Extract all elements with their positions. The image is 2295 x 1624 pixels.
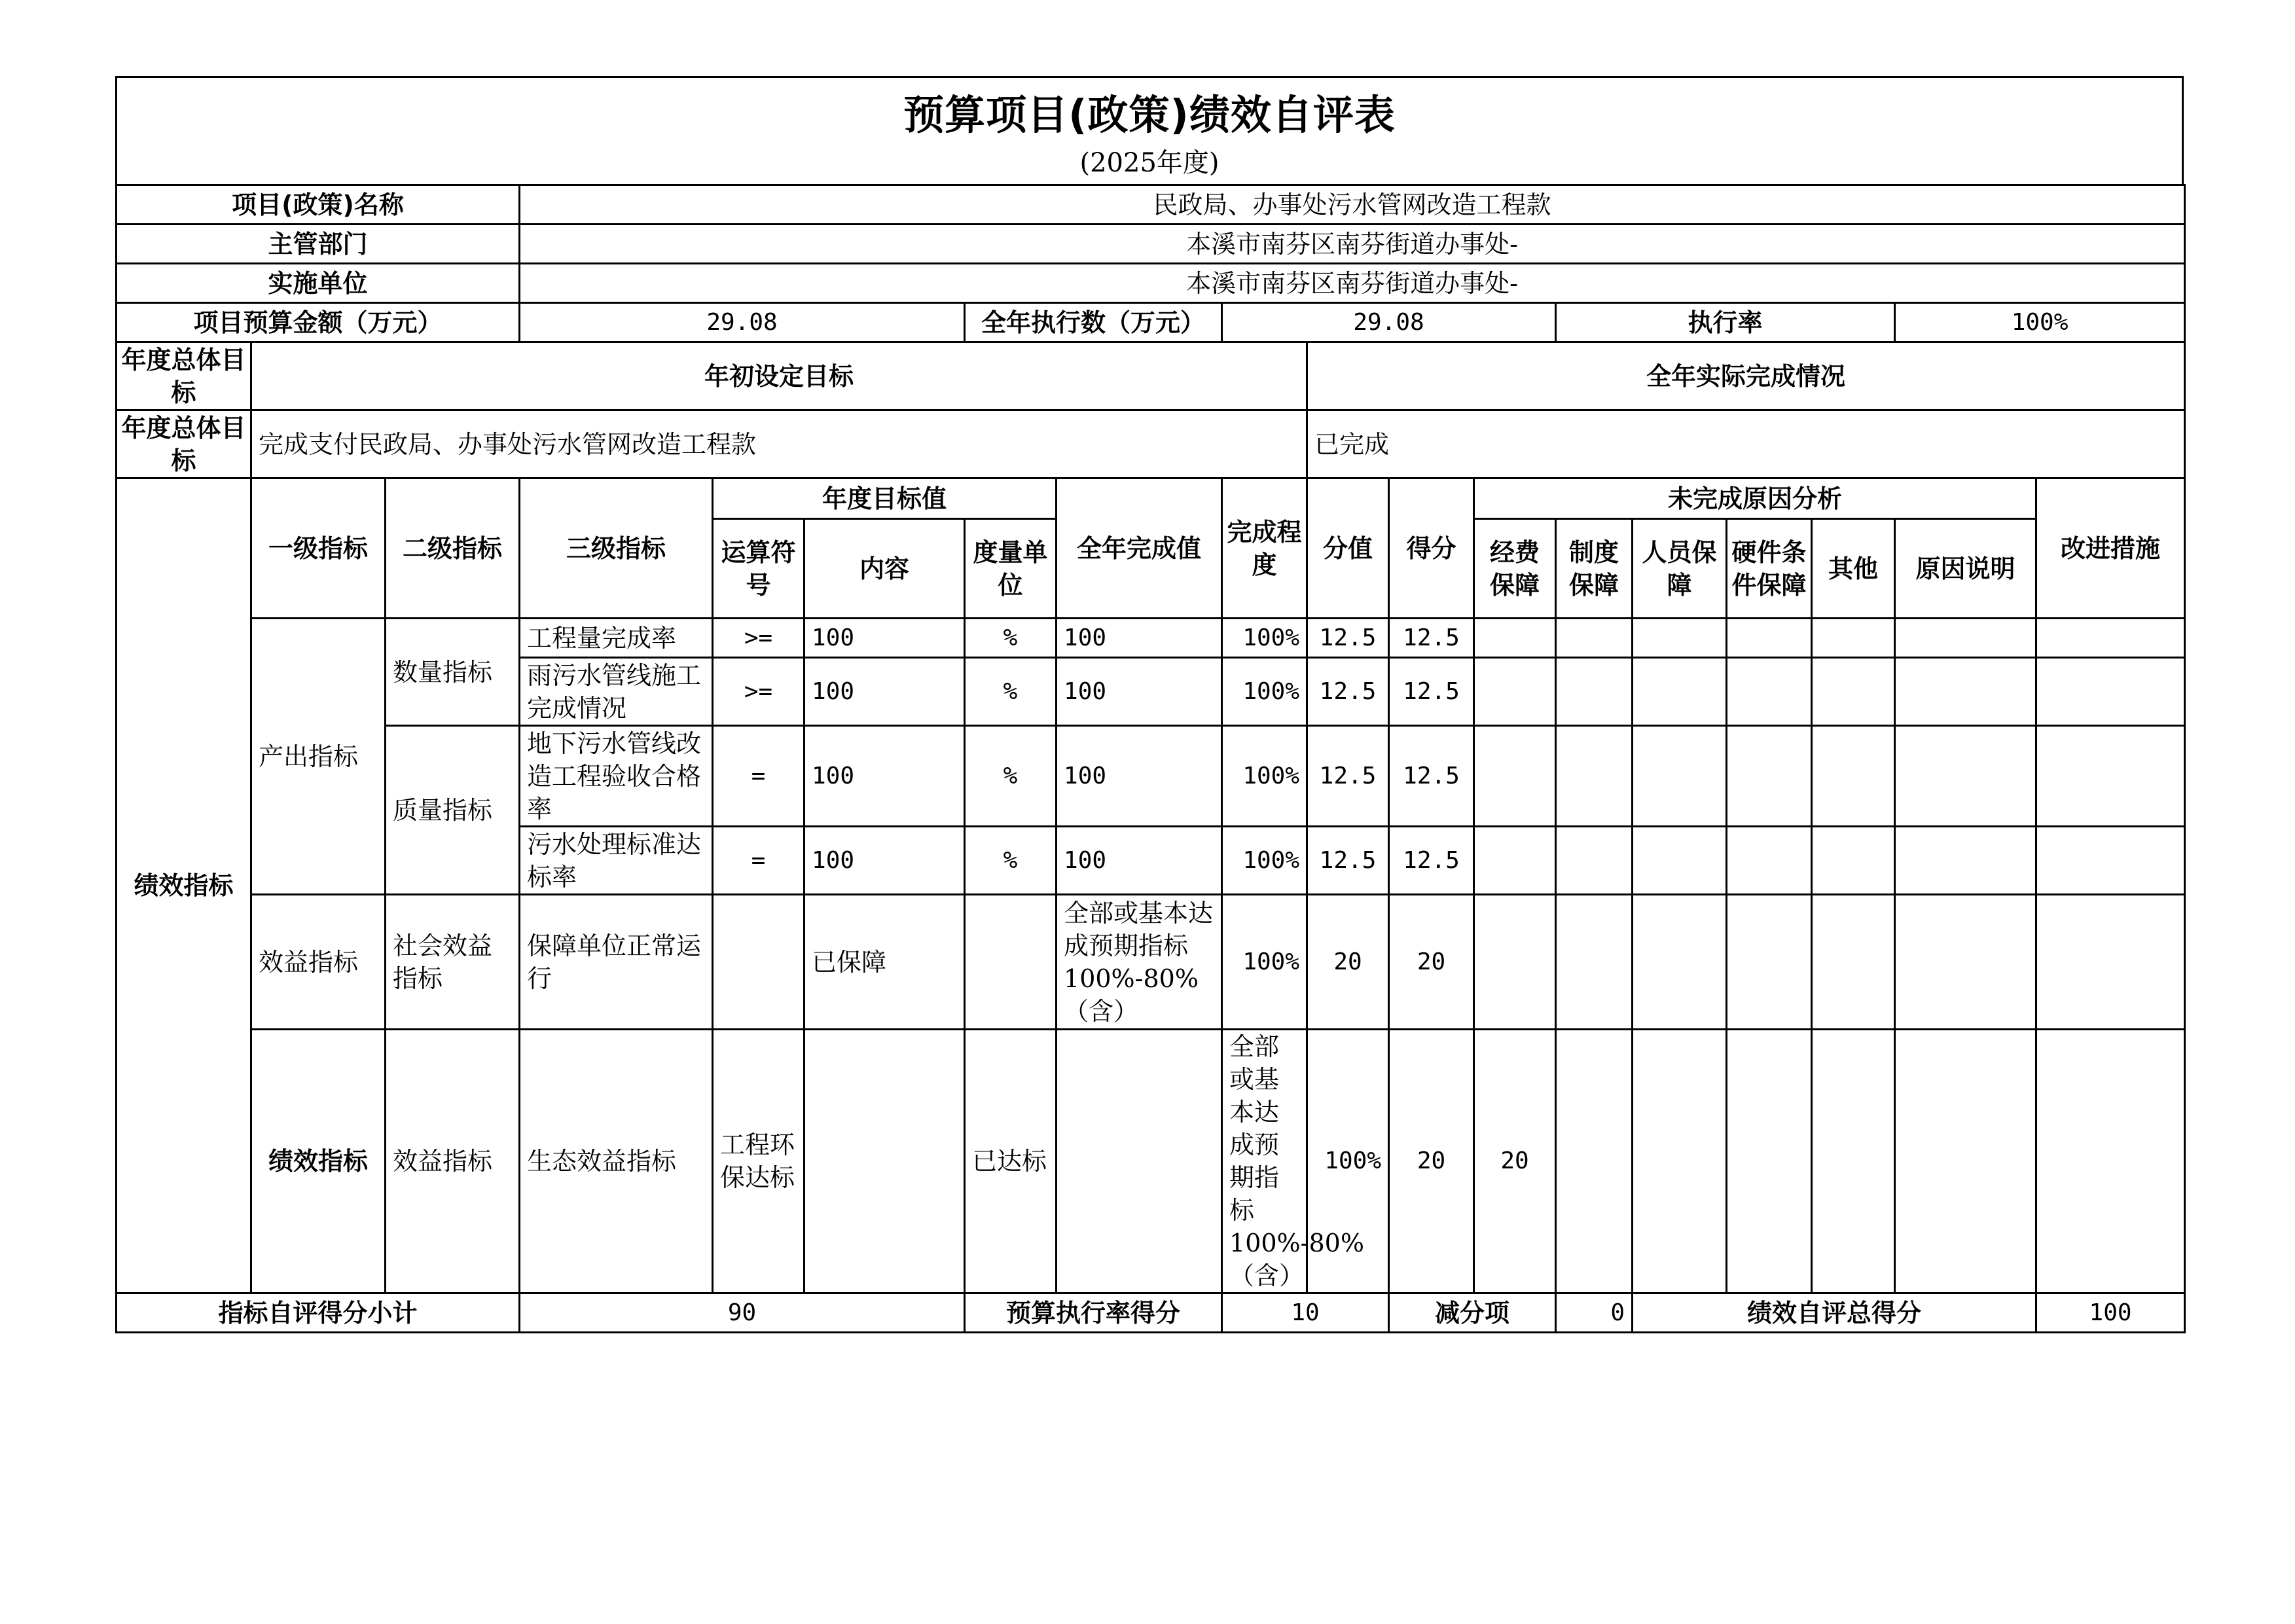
empty-cell	[1474, 827, 1556, 895]
level3-header: 三级指标	[520, 478, 713, 619]
empty-cell	[1812, 726, 1895, 827]
empty-cell	[1812, 895, 1895, 1030]
empty-cell	[1727, 726, 1812, 827]
annual-target-header: 年度目标值	[713, 478, 1057, 519]
empty-cell	[1633, 1030, 1727, 1293]
unit-cell	[965, 895, 1057, 1030]
empty-cell	[1812, 1030, 1895, 1293]
title-block	[115, 76, 2184, 184]
level3-cell: 雨污水管线施工完成情况	[520, 658, 713, 726]
actual-cell: 全部或基本达成预期指标100%-80%（含）	[1222, 1030, 1307, 1293]
goals-actual-header: 全年实际完成情况	[1307, 342, 2185, 410]
operator-cell	[804, 1030, 965, 1293]
operator-cell: =	[713, 726, 804, 827]
empty-cell	[1727, 619, 1812, 658]
project-name-label: 项目(政策)名称	[117, 185, 520, 225]
evaluation-sheet	[115, 76, 2184, 1333]
empty-cell	[2036, 726, 2185, 827]
deduct-label: 减分项	[1389, 1293, 1556, 1333]
other-header: 其他	[1812, 519, 1895, 619]
empty-cell	[1474, 726, 1556, 827]
row-indicator-header-1	[117, 478, 2185, 519]
unit-cell: %	[965, 619, 1057, 658]
budget-label: 项目预算金额（万元）	[117, 303, 520, 342]
empty-cell	[2036, 895, 2185, 1030]
table-row	[117, 726, 2185, 827]
level1-cell: 产出指标	[251, 619, 386, 895]
level1-cell: 效益指标	[251, 895, 386, 1030]
table-row	[117, 895, 2185, 1030]
row-unit	[117, 264, 2185, 303]
goals-label-2: 年度总体目标	[117, 410, 251, 478]
level2-cell: 生态效益指标	[520, 1030, 713, 1293]
value-cell: 12.5	[1307, 726, 1389, 827]
level3-cell: 地下污水管线改造工程验收合格率	[520, 726, 713, 827]
evaluation-table	[115, 184, 2186, 1333]
goals-actual-value: 已完成	[1307, 410, 2185, 478]
goals-initial-value: 完成支付民政局、办事处污水管网改造工程款	[251, 410, 1307, 478]
hardware-header: 硬件条件保障	[1727, 519, 1812, 619]
perf-indicator-label: 绩效指标	[117, 478, 251, 1293]
empty-cell	[1633, 895, 1727, 1030]
empty-cell	[1633, 619, 1727, 658]
content-header: 内容	[804, 519, 965, 619]
empty-cell	[1556, 895, 1633, 1030]
level2-cell: 社会效益指标	[386, 895, 520, 1030]
empty-cell	[2036, 1030, 2185, 1293]
level3-cell: 工程环保达标	[713, 1030, 804, 1293]
row-footer	[117, 1293, 2185, 1333]
document-subtitle: (2025年度)	[1079, 148, 1220, 178]
content-cell: 已达标	[965, 1030, 1057, 1293]
unit-cell	[1057, 1030, 1222, 1293]
empty-cell	[1633, 726, 1727, 827]
empty-cell	[1727, 827, 1812, 895]
goals-label: 年度总体目标	[117, 342, 251, 410]
value-cell: 12.5	[1307, 827, 1389, 895]
reason-analysis-header: 未完成原因分析	[1474, 478, 2036, 519]
total-label: 绩效自评总得分	[1633, 1293, 2036, 1333]
budget-rate-label: 预算执行率得分	[965, 1293, 1222, 1333]
empty-cell	[1895, 658, 2036, 726]
content-cell: 100	[804, 827, 965, 895]
score-value-header: 分值	[1307, 478, 1389, 619]
level2-cell: 质量指标	[386, 726, 520, 895]
deduct-value: 0	[1556, 1293, 1633, 1333]
degree-cell: 100%	[1307, 1030, 1389, 1293]
score-cell: 12.5	[1389, 658, 1474, 726]
project-name-value: 民政局、办事处污水管网改造工程款	[520, 185, 2185, 225]
dept-value: 本溪市南芬区南芬街道办事处-	[520, 225, 2185, 264]
unit-label: 实施单位	[117, 264, 520, 303]
actual-cell: 全部或基本达成预期指标100%-80%（含）	[1057, 895, 1222, 1030]
empty-cell	[1727, 895, 1812, 1030]
subtotal-label: 指标自评得分小计	[117, 1293, 520, 1333]
degree-cell: 100%	[1222, 658, 1307, 726]
rate-label: 执行率	[1556, 303, 1895, 342]
value-cell: 12.5	[1307, 619, 1389, 658]
degree-cell: 100%	[1222, 895, 1307, 1030]
unit-value: 本溪市南芬区南芬街道办事处-	[520, 264, 2185, 303]
unit-cell: %	[965, 726, 1057, 827]
empty-cell	[2036, 827, 2185, 895]
row-goals-header	[117, 342, 2185, 410]
perf-indicator-label-2: 绩效指标	[251, 1030, 386, 1293]
empty-cell	[1895, 827, 2036, 895]
funding-header: 经费保障	[1474, 519, 1556, 619]
budget-value: 29.08	[520, 303, 965, 342]
operator-cell: =	[713, 827, 804, 895]
empty-cell	[1556, 619, 1633, 658]
personnel-header: 人员保障	[1633, 519, 1727, 619]
rate-value: 100%	[1895, 303, 2185, 342]
budget-rate-value: 10	[1222, 1293, 1389, 1333]
empty-cell	[1727, 1030, 1812, 1293]
empty-cell	[1895, 1030, 2036, 1293]
row-project-name	[117, 185, 2185, 225]
empty-cell	[1474, 619, 1556, 658]
actual-cell: 100	[1057, 827, 1222, 895]
level3-cell: 污水处理标准达标率	[520, 827, 713, 895]
content-cell: 100	[804, 619, 965, 658]
exec-label: 全年执行数（万元）	[965, 303, 1222, 342]
level1-cell: 效益指标	[386, 1030, 520, 1293]
reason-desc-header: 原因说明	[1895, 519, 2036, 619]
score-cell: 20	[1474, 1030, 1556, 1293]
level3-cell: 工程量完成率	[520, 619, 713, 658]
content-cell: 已保障	[804, 895, 965, 1030]
subtotal-value: 90	[520, 1293, 965, 1333]
row-budget	[117, 303, 2185, 342]
document-title: 预算项目(政策)绩效自评表	[903, 91, 1396, 139]
exec-value: 29.08	[1222, 303, 1556, 342]
actual-cell: 100	[1057, 726, 1222, 827]
system-header: 制度保障	[1556, 519, 1633, 619]
empty-cell	[1556, 726, 1633, 827]
level2-cell: 数量指标	[386, 619, 520, 726]
score-cell: 12.5	[1389, 827, 1474, 895]
level3-cell: 保障单位正常运行	[520, 895, 713, 1030]
level2-header: 二级指标	[386, 478, 520, 619]
empty-cell	[1895, 726, 2036, 827]
operator-cell	[713, 895, 804, 1030]
unit-cell: %	[965, 658, 1057, 726]
empty-cell	[2036, 658, 2185, 726]
degree-cell: 100%	[1222, 827, 1307, 895]
empty-cell	[1895, 895, 2036, 1030]
operator-cell: >=	[713, 658, 804, 726]
improve-header: 改进措施	[2036, 478, 2185, 619]
level1-header: 一级指标	[251, 478, 386, 619]
empty-cell	[1633, 827, 1727, 895]
empty-cell	[1556, 1030, 1633, 1293]
table-row	[117, 1030, 2185, 1293]
completion-header: 完成程度	[1222, 478, 1307, 619]
empty-cell	[1812, 827, 1895, 895]
actual-cell: 100	[1057, 658, 1222, 726]
empty-cell	[1474, 895, 1556, 1030]
operator-header: 运算符号	[713, 519, 804, 619]
actual-cell: 100	[1057, 619, 1222, 658]
empty-cell	[2036, 619, 2185, 658]
table-row	[117, 619, 2185, 658]
score-header: 得分	[1389, 478, 1474, 619]
score-cell: 12.5	[1389, 619, 1474, 658]
operator-cell: >=	[713, 619, 804, 658]
content-cell: 100	[804, 726, 965, 827]
unit-cell: %	[965, 827, 1057, 895]
row-dept	[117, 225, 2185, 264]
full-year-header: 全年完成值	[1057, 478, 1222, 619]
content-cell: 100	[804, 658, 965, 726]
goals-initial-header: 年初设定目标	[251, 342, 1307, 410]
empty-cell	[1812, 658, 1895, 726]
unit-header: 度量单位	[965, 519, 1057, 619]
value-cell: 20	[1307, 895, 1389, 1030]
value-cell: 20	[1389, 1030, 1474, 1293]
dept-label: 主管部门	[117, 225, 520, 264]
empty-cell	[1633, 658, 1727, 726]
total-value: 100	[2036, 1293, 2185, 1333]
empty-cell	[1727, 658, 1812, 726]
empty-cell	[1474, 658, 1556, 726]
empty-cell	[1812, 619, 1895, 658]
value-cell: 12.5	[1307, 658, 1389, 726]
empty-cell	[1895, 619, 2036, 658]
row-goals-values	[117, 410, 2185, 478]
score-cell: 12.5	[1389, 726, 1474, 827]
empty-cell	[1556, 827, 1633, 895]
score-cell: 20	[1389, 895, 1474, 1030]
degree-cell: 100%	[1222, 726, 1307, 827]
empty-cell	[1556, 658, 1633, 726]
degree-cell: 100%	[1222, 619, 1307, 658]
